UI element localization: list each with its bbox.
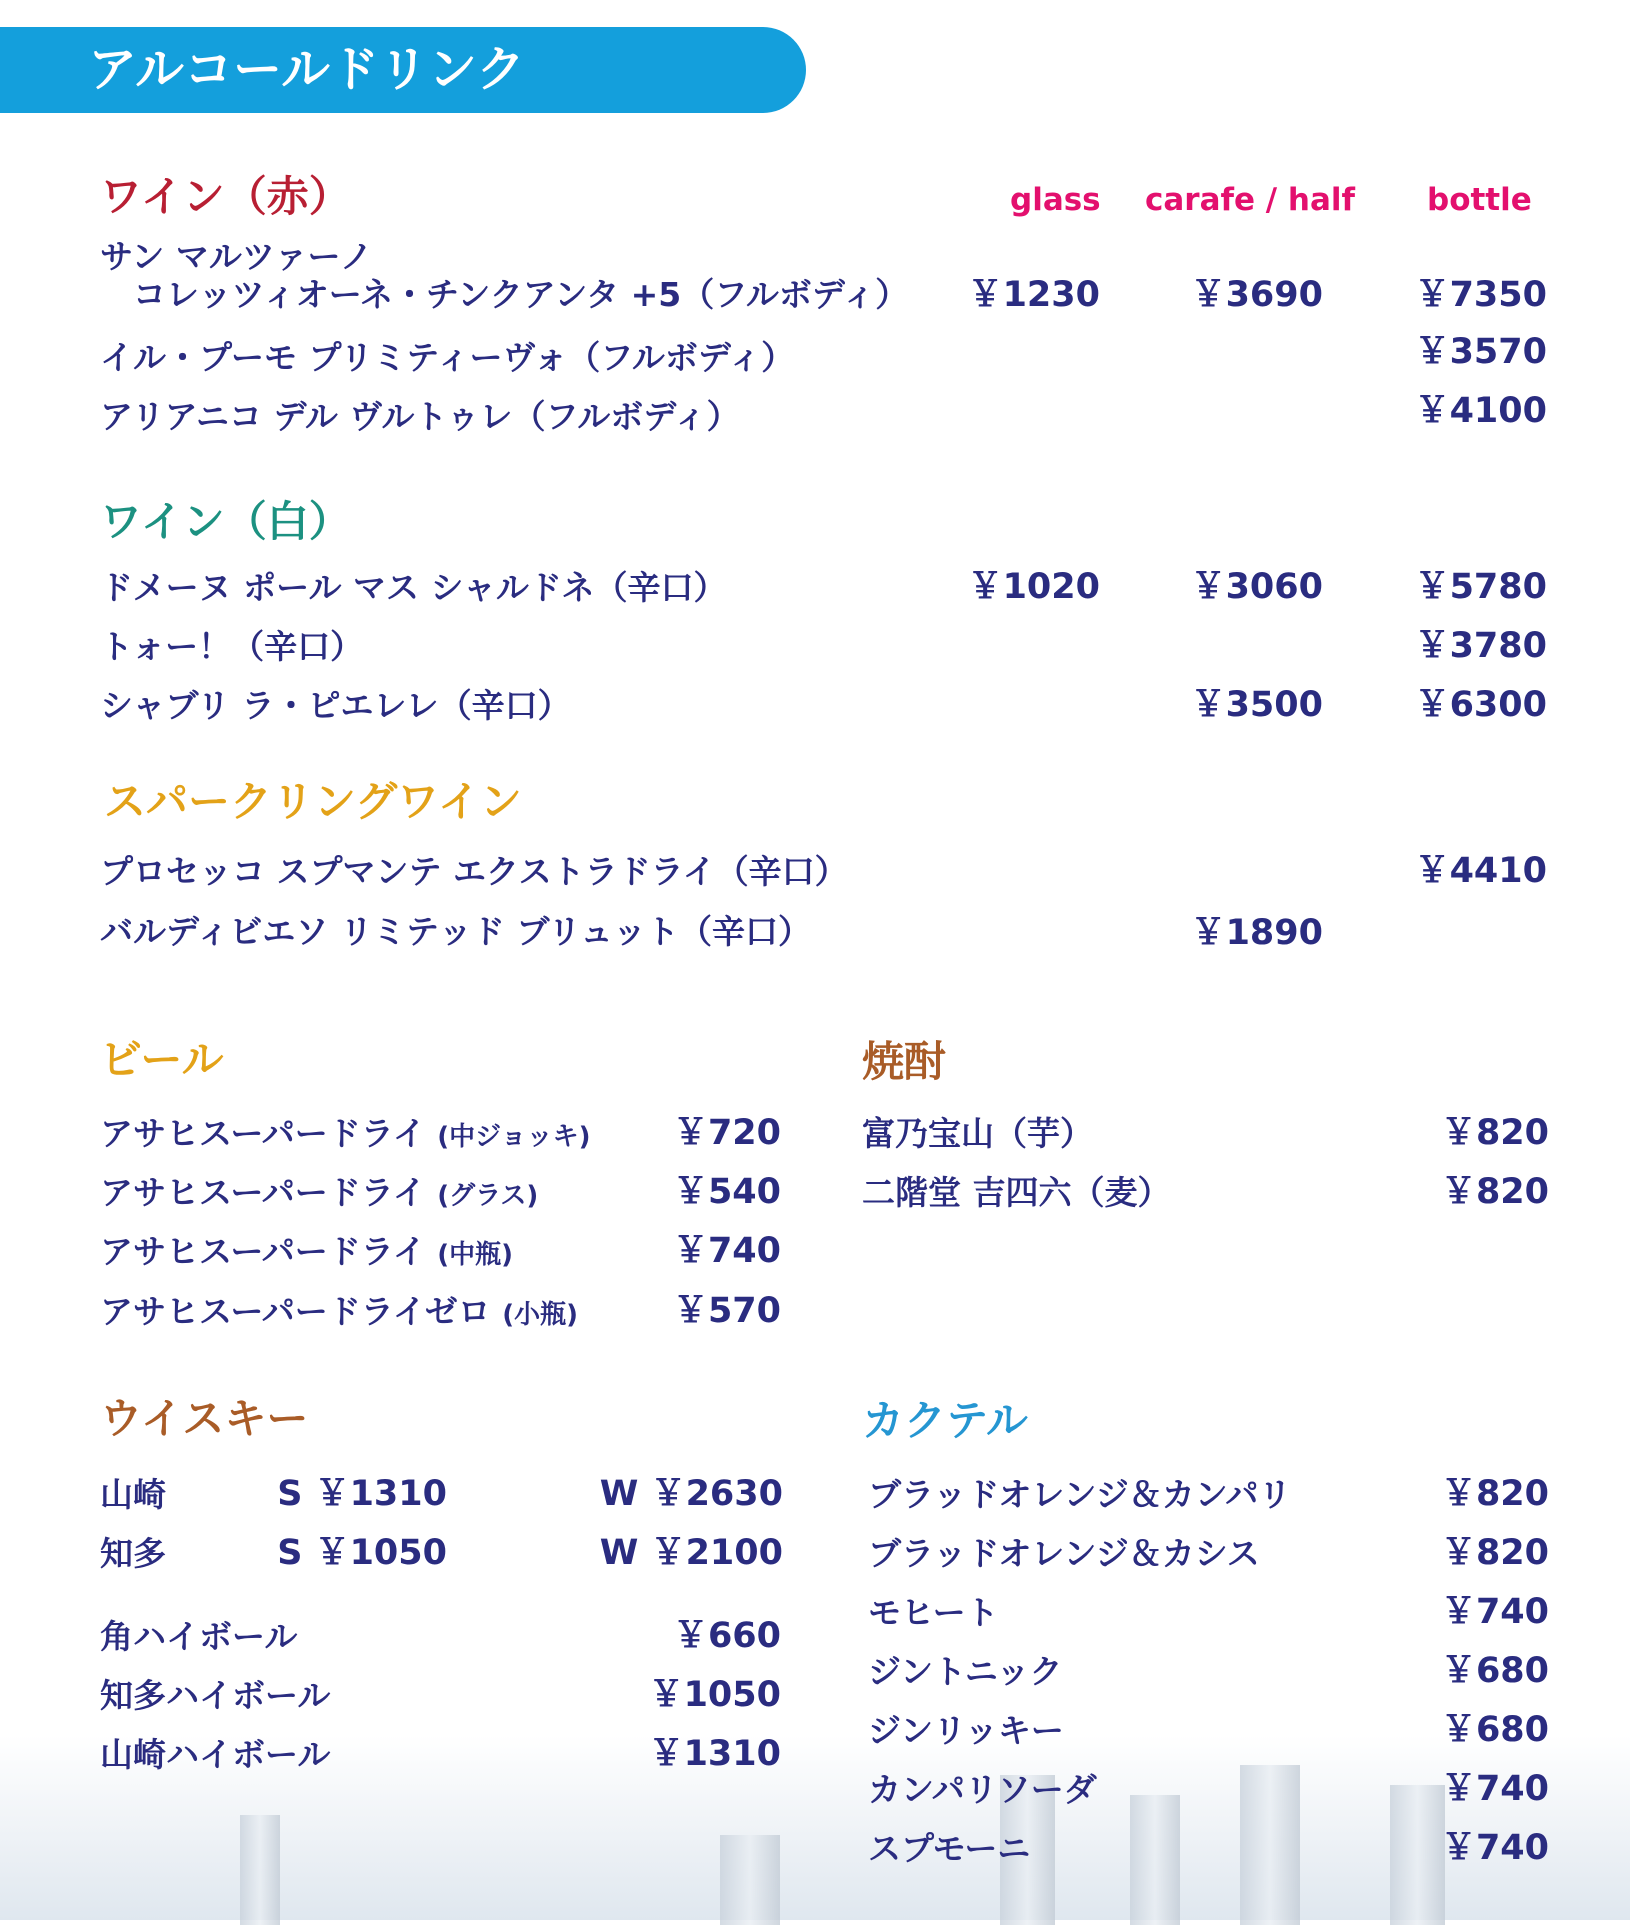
price: ￥720: [672, 1113, 781, 1153]
price: ￥680: [1440, 1651, 1549, 1691]
price-carafe: ￥1890: [1190, 913, 1323, 953]
highball-name: 山崎ハイボール: [100, 1735, 331, 1774]
price-double: W ￥2630: [599, 1474, 783, 1514]
wine-name: バルディビエソ リミテッド ブリュット（辛口）: [100, 912, 812, 951]
shochu-name: 富乃宝山（芋）: [862, 1114, 1093, 1153]
price: ￥740: [1440, 1769, 1549, 1809]
price-glass: ￥1020: [967, 567, 1100, 607]
beer-label: アサヒスーパードライ: [100, 1114, 426, 1153]
beer-name: [100, 1114, 590, 1157]
column-header-carafe-half: carafe / half: [1145, 182, 1356, 218]
beer-name: [100, 1173, 538, 1216]
wine-name: サン マルツァーノ: [100, 237, 373, 276]
whisky-name: 山崎: [100, 1475, 166, 1514]
section-title-cocktail: カクテル: [862, 1396, 1028, 1445]
price-single: S ￥1050: [277, 1533, 447, 1573]
cocktail-name: ジントニック: [868, 1652, 1063, 1691]
price: ￥570: [672, 1291, 781, 1331]
price-glass: ￥1230: [967, 275, 1100, 315]
price: ￥740: [1440, 1828, 1549, 1868]
beer-size-note: (小瓶): [502, 1300, 579, 1330]
cocktail-name: ジンリッキー: [868, 1711, 1064, 1750]
price-bottle: ￥3570: [1414, 332, 1547, 372]
wine-name: イル・プーモ プリミティーヴォ（フルボディ）: [100, 338, 795, 377]
wine-name: コレッツィオーネ・チンクアンタ +5（フルボディ）: [133, 275, 909, 314]
beer-label: アサヒスーパードライ: [100, 1173, 426, 1212]
price: ￥1310: [648, 1734, 781, 1774]
price-carafe: ￥3690: [1190, 275, 1323, 315]
price: ￥660: [672, 1616, 781, 1656]
price: ￥1050: [648, 1675, 781, 1715]
beer-label: アサヒスーパードライゼロ: [100, 1292, 491, 1331]
cocktail-name: スプモーニ: [868, 1829, 1031, 1868]
highball-name: 角ハイボール: [100, 1617, 298, 1656]
price-bottle: ￥3780: [1414, 626, 1547, 666]
price: ￥820: [1440, 1172, 1549, 1212]
price: ￥740: [672, 1231, 781, 1271]
beer-size-note: (中瓶): [437, 1240, 513, 1270]
section-title-sparkling-wine: スパークリングワイン: [104, 777, 522, 826]
beer-name: [100, 1232, 513, 1275]
cocktail-name: カンパリソーダ: [868, 1770, 1097, 1809]
beer-label: アサヒスーパードライ: [100, 1232, 426, 1271]
section-title-white-wine: ワイン（白）: [100, 497, 351, 546]
price: ￥820: [1440, 1533, 1549, 1573]
bottle-image: [1130, 1795, 1180, 1925]
price-bottle: ￥7350: [1414, 275, 1547, 315]
bottle-image: [720, 1835, 780, 1925]
section-title-shochu: 焼酎: [862, 1037, 947, 1086]
price: ￥740: [1440, 1592, 1549, 1632]
wine-name: プロセッコ スプマンテ エクストラドライ（辛口）: [100, 852, 848, 891]
highball-name: 知多ハイボール: [100, 1676, 331, 1715]
wine-name: ドメーヌ ポール マス シャルドネ（辛口）: [100, 568, 727, 607]
wine-name: シャブリ ラ・ピエレレ（辛口）: [100, 686, 571, 725]
section-title-whisky: ウイスキー: [100, 1394, 309, 1443]
page-title: アルコールドリンク: [88, 41, 526, 98]
cocktail-name: ブラッドオレンジ＆カシス: [868, 1534, 1260, 1573]
price-double: W ￥2100: [599, 1533, 783, 1573]
cocktail-name: モヒート: [868, 1593, 999, 1632]
column-header-bottle: bottle: [1427, 182, 1532, 218]
bottle-image: [240, 1815, 280, 1925]
price-bottle: ￥4410: [1414, 851, 1547, 891]
price-carafe: ￥3500: [1190, 685, 1323, 725]
beer-size-note: (グラス): [437, 1181, 539, 1211]
price-bottle: ￥4100: [1414, 391, 1547, 431]
whisky-name: 知多: [100, 1534, 166, 1573]
shochu-name: 二階堂 吉四六（麦）: [862, 1173, 1171, 1212]
price: ￥540: [672, 1172, 781, 1212]
price-carafe: ￥3060: [1190, 567, 1323, 607]
bottle-image: [1240, 1765, 1300, 1925]
section-title-beer: ビール: [100, 1035, 224, 1084]
cocktail-name: ブラッドオレンジ＆カンパリ: [868, 1475, 1292, 1514]
price: ￥820: [1440, 1474, 1549, 1514]
price: ￥820: [1440, 1113, 1549, 1153]
wine-name: トォー！（辛口）: [100, 627, 364, 666]
wine-name: アリアニコ デル ヴルトゥレ（フルボディ）: [100, 397, 740, 436]
price-bottle: ￥5780: [1414, 567, 1547, 607]
column-header-glass: glass: [1010, 182, 1101, 218]
price-bottle: ￥6300: [1414, 685, 1547, 725]
section-title-red-wine: ワイン（赤）: [100, 172, 351, 221]
beer-size-note: (中ジョッキ): [437, 1122, 591, 1152]
price-single: S ￥1310: [277, 1474, 447, 1514]
beer-name: [100, 1292, 578, 1335]
price: ￥680: [1440, 1710, 1549, 1750]
